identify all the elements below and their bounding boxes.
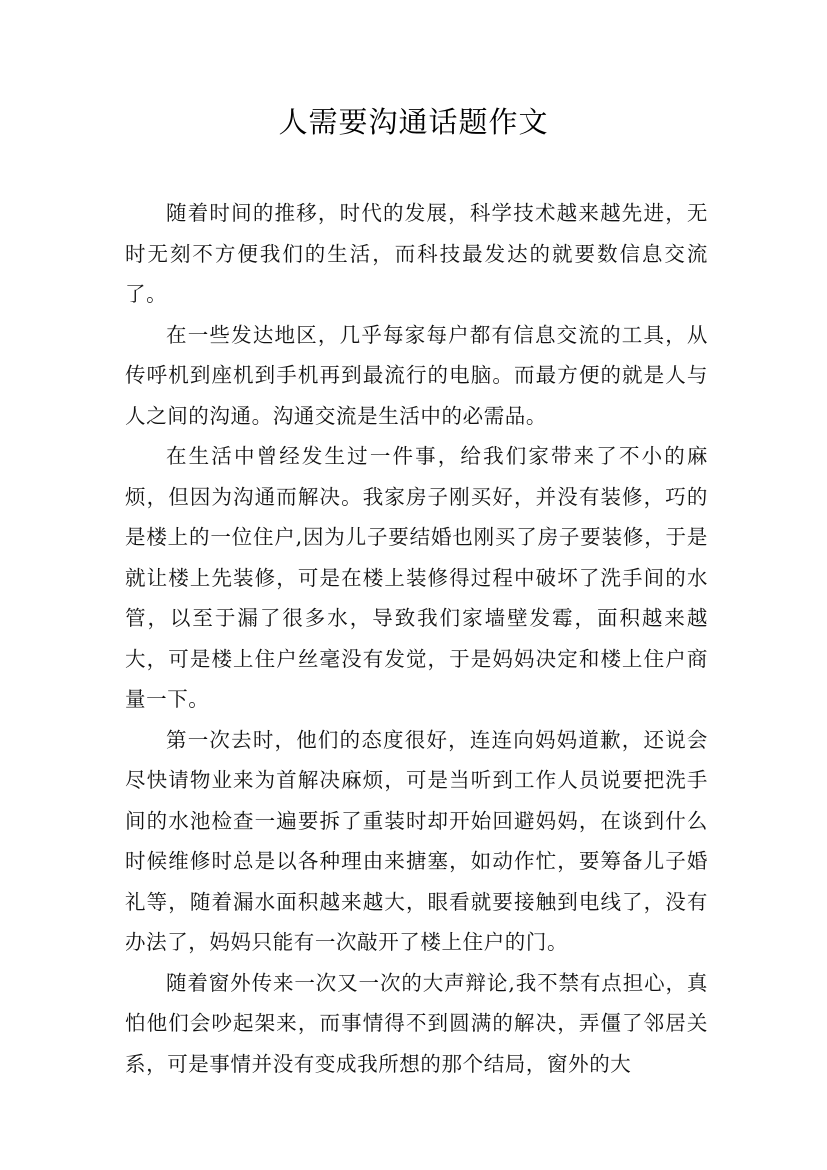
document-body: [125, 193, 708, 1084]
paragraph-5: 随着窗外传来一次又一次的大声辩论,我不禁有点担心，真怕他们会吵起架来，而事情得不到圆满的解决，弄僵了邻居关系，可是事情并没有变成我所想的那个结局，窗外的大: [125, 970, 708, 1076]
paragraph-1: 随着时间的推移，时代的发展，科学技术越来越先进，无时无刻不方便我们的生活，而科技最发达的就要数信息交流了。: [125, 201, 708, 306]
document-title: 人需要沟通话题作文: [278, 105, 549, 139]
paragraph-3: 在生活中曾经发生过一件事，给我们家带来了不小的麻烦，但因为沟通而解决。我家房子刚买好，并没有装修，巧的是楼上的一位住户,因为儿子要结婚也刚买了房子要装修，于是就让楼上先装修，可是在楼上装修得过程中破坏了洗手间的水管，以至于漏了很多水，导致我们家墙壁发霉，面积越来越大，可是楼上住户丝毫没有发觉，于是妈妈决定和楼上住户商量一下。: [125, 444, 708, 711]
paragraph-2: 在一些发达地区，几乎每家每户都有信息交流的工具，从传呼机到座机到手机再到最流行的电脑。而最方便的就是人与人之间的沟通。沟通交流是生活中的必需品。: [125, 322, 708, 428]
paragraph-4: 第一次去时，他们的态度很好，连连向妈妈道歉，还说会尽快请物业来为首解决麻烦，可是当听到工作人员说要把洗手间的水池检查一遍要拆了重装时却开始回避妈妈，在谈到什么时候维修时总是以各种理由来搪塞，如动作忙，要筹备儿子婚礼等，随着漏水面积越来越大，眼看就要接触到电线了，没有办法了，妈妈只能有一次敲开了楼上住户的门。: [125, 727, 708, 954]
